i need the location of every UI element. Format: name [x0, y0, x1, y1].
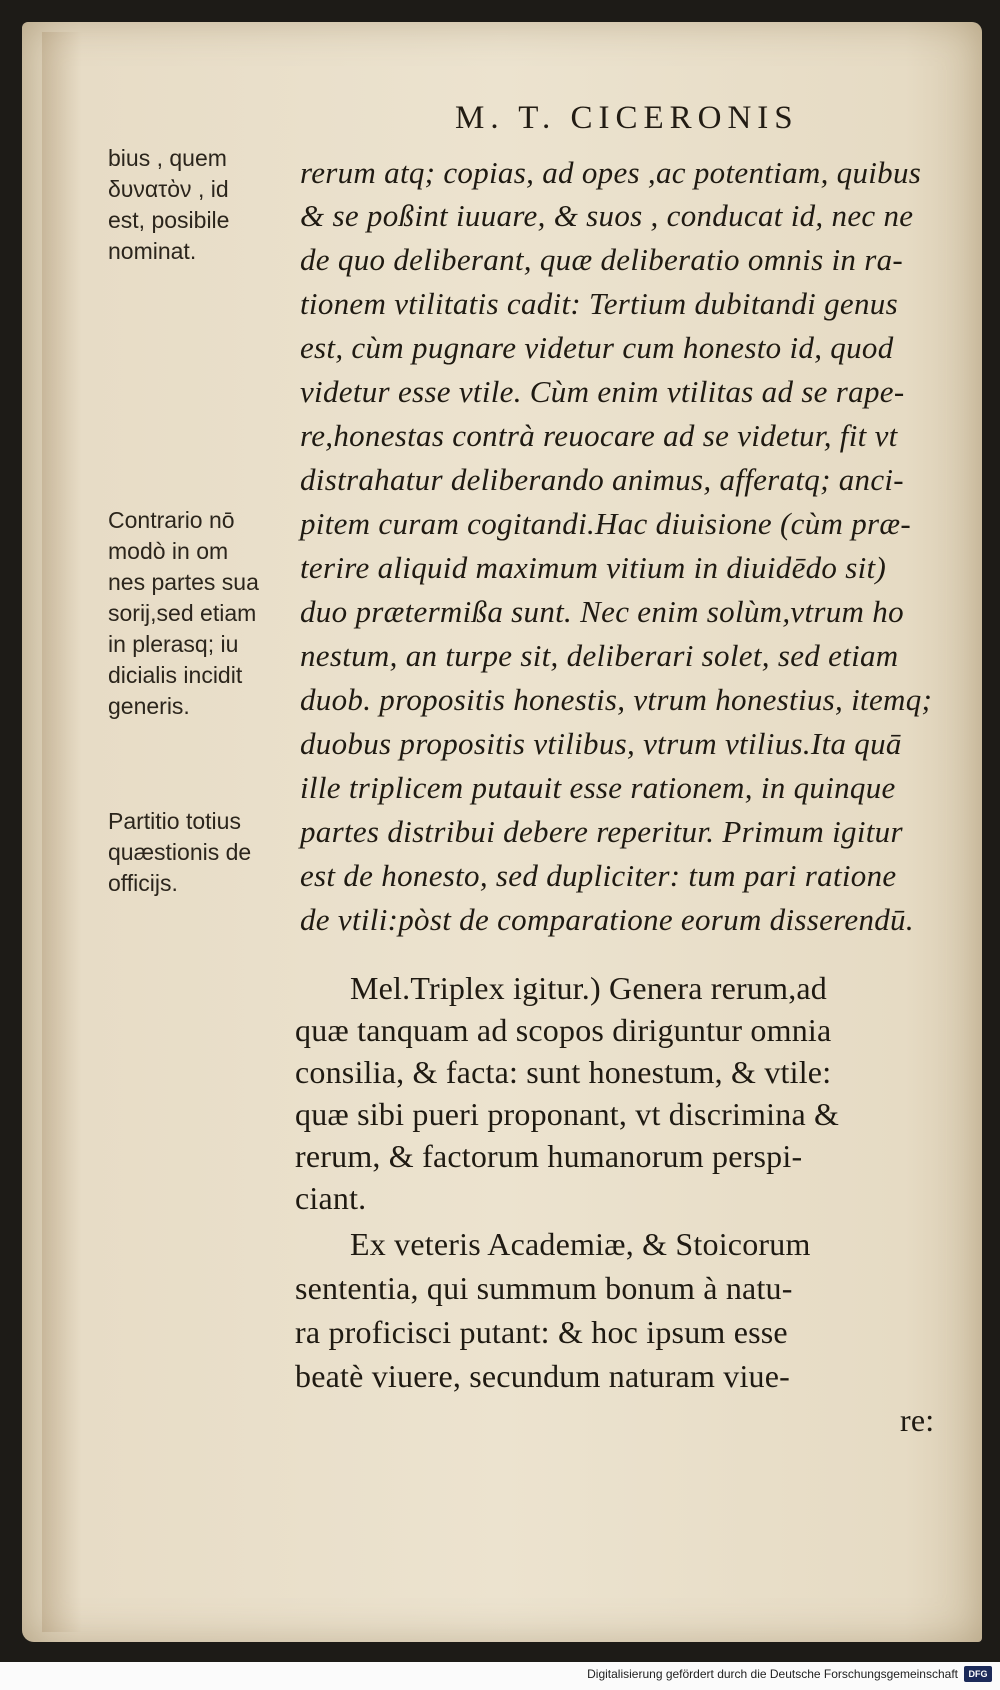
body-line: duobus propositis vtilibus, vtrum vtilius.Ita quā: [300, 726, 902, 761]
body-line: rerum atq; copias, ad opes ,ac potentiam, quibus: [300, 155, 922, 190]
commentary-line: quæ tanquam ad scopos diriguntur omnia: [295, 1012, 832, 1048]
commentary-line: sententia, qui summum bonum à natu-: [295, 1270, 793, 1306]
commentary-line: Mel.Triplex igitur.) Genera rerum,ad: [350, 970, 828, 1006]
body-line: est, cùm pugnare videtur cum honesto id, quod: [300, 330, 894, 365]
commentary-line: quæ sibi pueri proponant, vt discrimina &: [295, 1096, 840, 1132]
margin-note-line: nominat.: [108, 238, 197, 264]
margin-note-line: Contrario nō: [108, 507, 235, 533]
page-edge-stain: [42, 32, 82, 1632]
body-line: terire aliquid maximum vitium in diuidēdo sit): [300, 550, 887, 585]
margin-note-1: [108, 143, 298, 267]
body-line: duo prætermißa sunt. Nec enim solùm,vtrum ho: [300, 594, 904, 629]
margin-note-line: nes partes sua: [108, 569, 259, 595]
margin-note-line: sorij,sed etiam: [108, 600, 257, 626]
margin-note-line: in plerasq; iu: [108, 631, 239, 657]
body-line: tionem vtilitatis cadit: Tertium dubitandi genus: [300, 286, 898, 321]
footer-credit: Digitalisierung gefördert durch die Deutsche Forschungsgemeinschaft: [587, 1667, 958, 1681]
commentary-line: ciant.: [295, 1180, 367, 1216]
body-line: duob. propositis honestis, vtrum honestius, itemq;: [300, 682, 933, 717]
margin-note-line: bius , quem: [108, 145, 227, 171]
digitization-footer: [0, 1662, 1000, 1690]
body-line: ille triplicem putauit esse rationem, in quinque: [300, 770, 896, 805]
body-line: partes distribui debere reperitur. Primum igitur: [300, 814, 903, 849]
commentary-line: rerum, & factorum humanorum perspi-: [295, 1138, 803, 1174]
margin-note-line: dicialis incidit: [108, 662, 243, 688]
margin-note-line: officijs.: [108, 870, 178, 896]
commentary-line: beatè viuere, secundum naturam viue-: [295, 1358, 790, 1394]
body-line: nestum, an turpe sit, deliberari solet, sed etiam: [300, 638, 899, 673]
commentary-line: ra proficisci putant: & hoc ipsum esse: [295, 1314, 788, 1350]
catchword: re:: [900, 1402, 935, 1438]
body-line: pitem curam cogitandi.Hac diuisione (cùm præ-: [300, 506, 912, 541]
margin-note-line: quæstionis de: [108, 839, 252, 865]
body-line: distrahatur deliberando animus, afferatq; anci-: [300, 462, 904, 497]
margin-note-line: δυνατὸν , id: [108, 176, 229, 202]
margin-note-3: [108, 806, 298, 899]
running-head: M. T. CICERONIS: [455, 100, 799, 136]
body-line: & se poßint iuuare, & suos , conducat id, nec ne: [300, 198, 914, 233]
margin-note-line: est, posibile: [108, 207, 230, 233]
body-line: est de honesto, sed dupliciter: tum pari ratione: [300, 858, 897, 893]
commentary-line: consilia, & facta: sunt honestum, & vtile:: [295, 1054, 832, 1090]
commentary-line: Ex veteris Academiæ, & Stoicorum: [350, 1226, 811, 1262]
margin-note-2: [108, 505, 298, 722]
body-line: de quo deliberant, quæ deliberatio omnis in ra-: [300, 242, 904, 277]
dfg-logo-icon: DFG: [964, 1666, 992, 1682]
margin-note-line: modò in om: [108, 538, 229, 564]
body-line: re,honestas contrà reuocare ad se videtur, fit vt: [300, 418, 898, 453]
body-line: videtur esse vtile. Cùm enim vtilitas ad se rape-: [300, 374, 905, 409]
body-line: de vtili:pòst de comparatione eorum disserendū.: [300, 902, 914, 937]
margin-note-line: Partitio totius: [108, 808, 241, 834]
margin-note-line: generis.: [108, 693, 190, 719]
